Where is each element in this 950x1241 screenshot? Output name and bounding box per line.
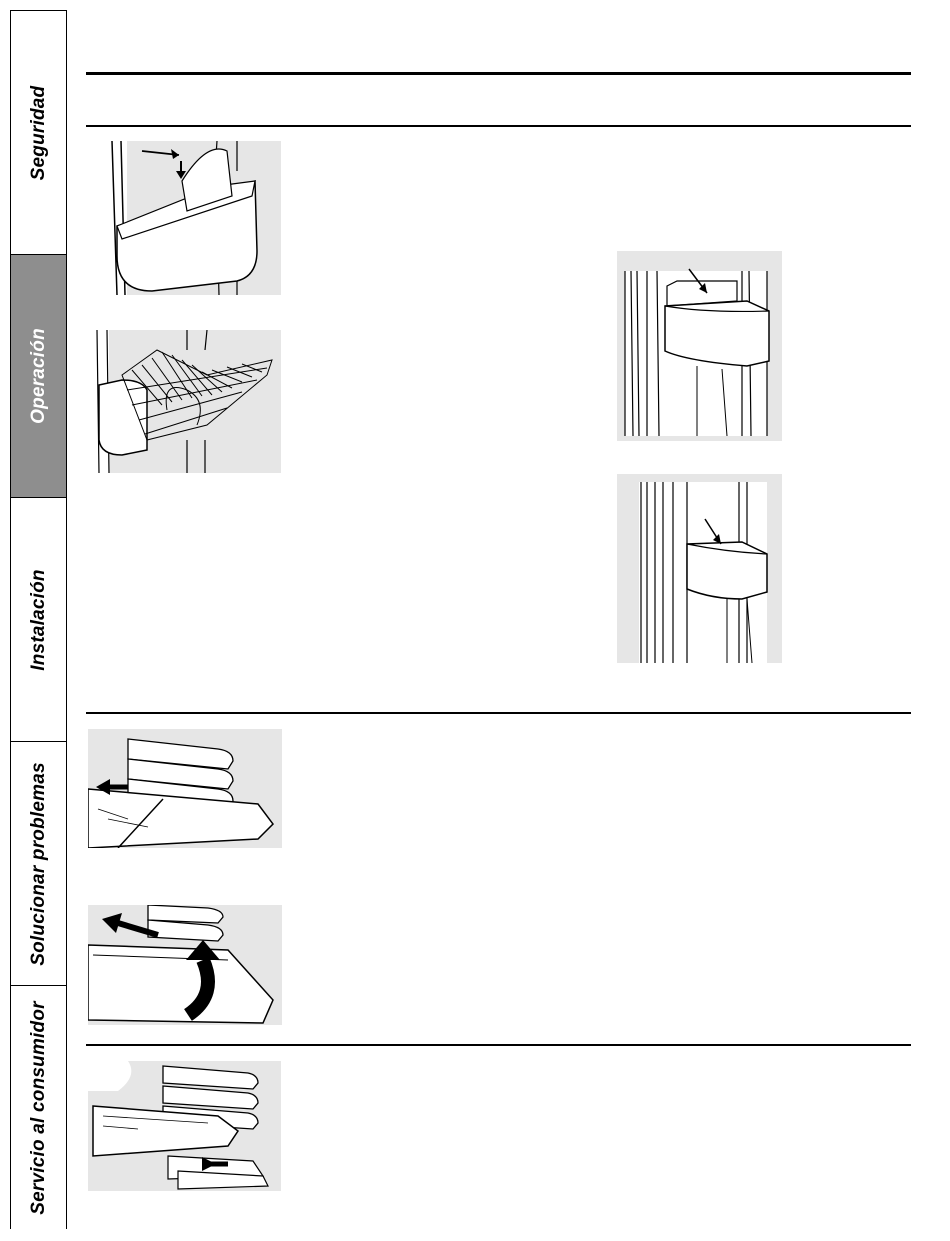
tab-solucionar-problemas[interactable]	[11, 742, 66, 986]
shelf-slide-out-illustration	[88, 729, 282, 848]
tab-operacion-label: Operación	[27, 328, 49, 424]
shelf-tilt-remove-illustration	[88, 905, 282, 1025]
wire-rack-bin-illustration	[87, 330, 281, 473]
tab-instalacion-label: Instalación	[27, 568, 49, 671]
section-divider-shelves	[86, 712, 911, 714]
section-divider-insert	[86, 1044, 911, 1046]
tab-seguridad[interactable]	[11, 11, 66, 255]
side-tabs	[10, 10, 67, 1229]
tab-solucionar-problemas-label: Solucionar problemas	[27, 761, 49, 966]
tab-seguridad-label: Seguridad	[27, 85, 49, 180]
tab-instalacion[interactable]	[11, 498, 66, 742]
tab-servicio-label: Servicio al consumidor	[27, 1001, 49, 1215]
tab-servicio-al-consumidor[interactable]	[11, 986, 66, 1230]
door-bin-bottom-illustration	[617, 474, 782, 663]
shelf-insert-illustration	[88, 1061, 281, 1191]
header-rule-top	[86, 72, 911, 75]
tab-operacion[interactable]	[11, 255, 66, 498]
door-bin-top-illustration	[617, 251, 782, 441]
header-rule-bottom	[86, 125, 911, 127]
door-bin-divider-illustration	[87, 141, 281, 295]
